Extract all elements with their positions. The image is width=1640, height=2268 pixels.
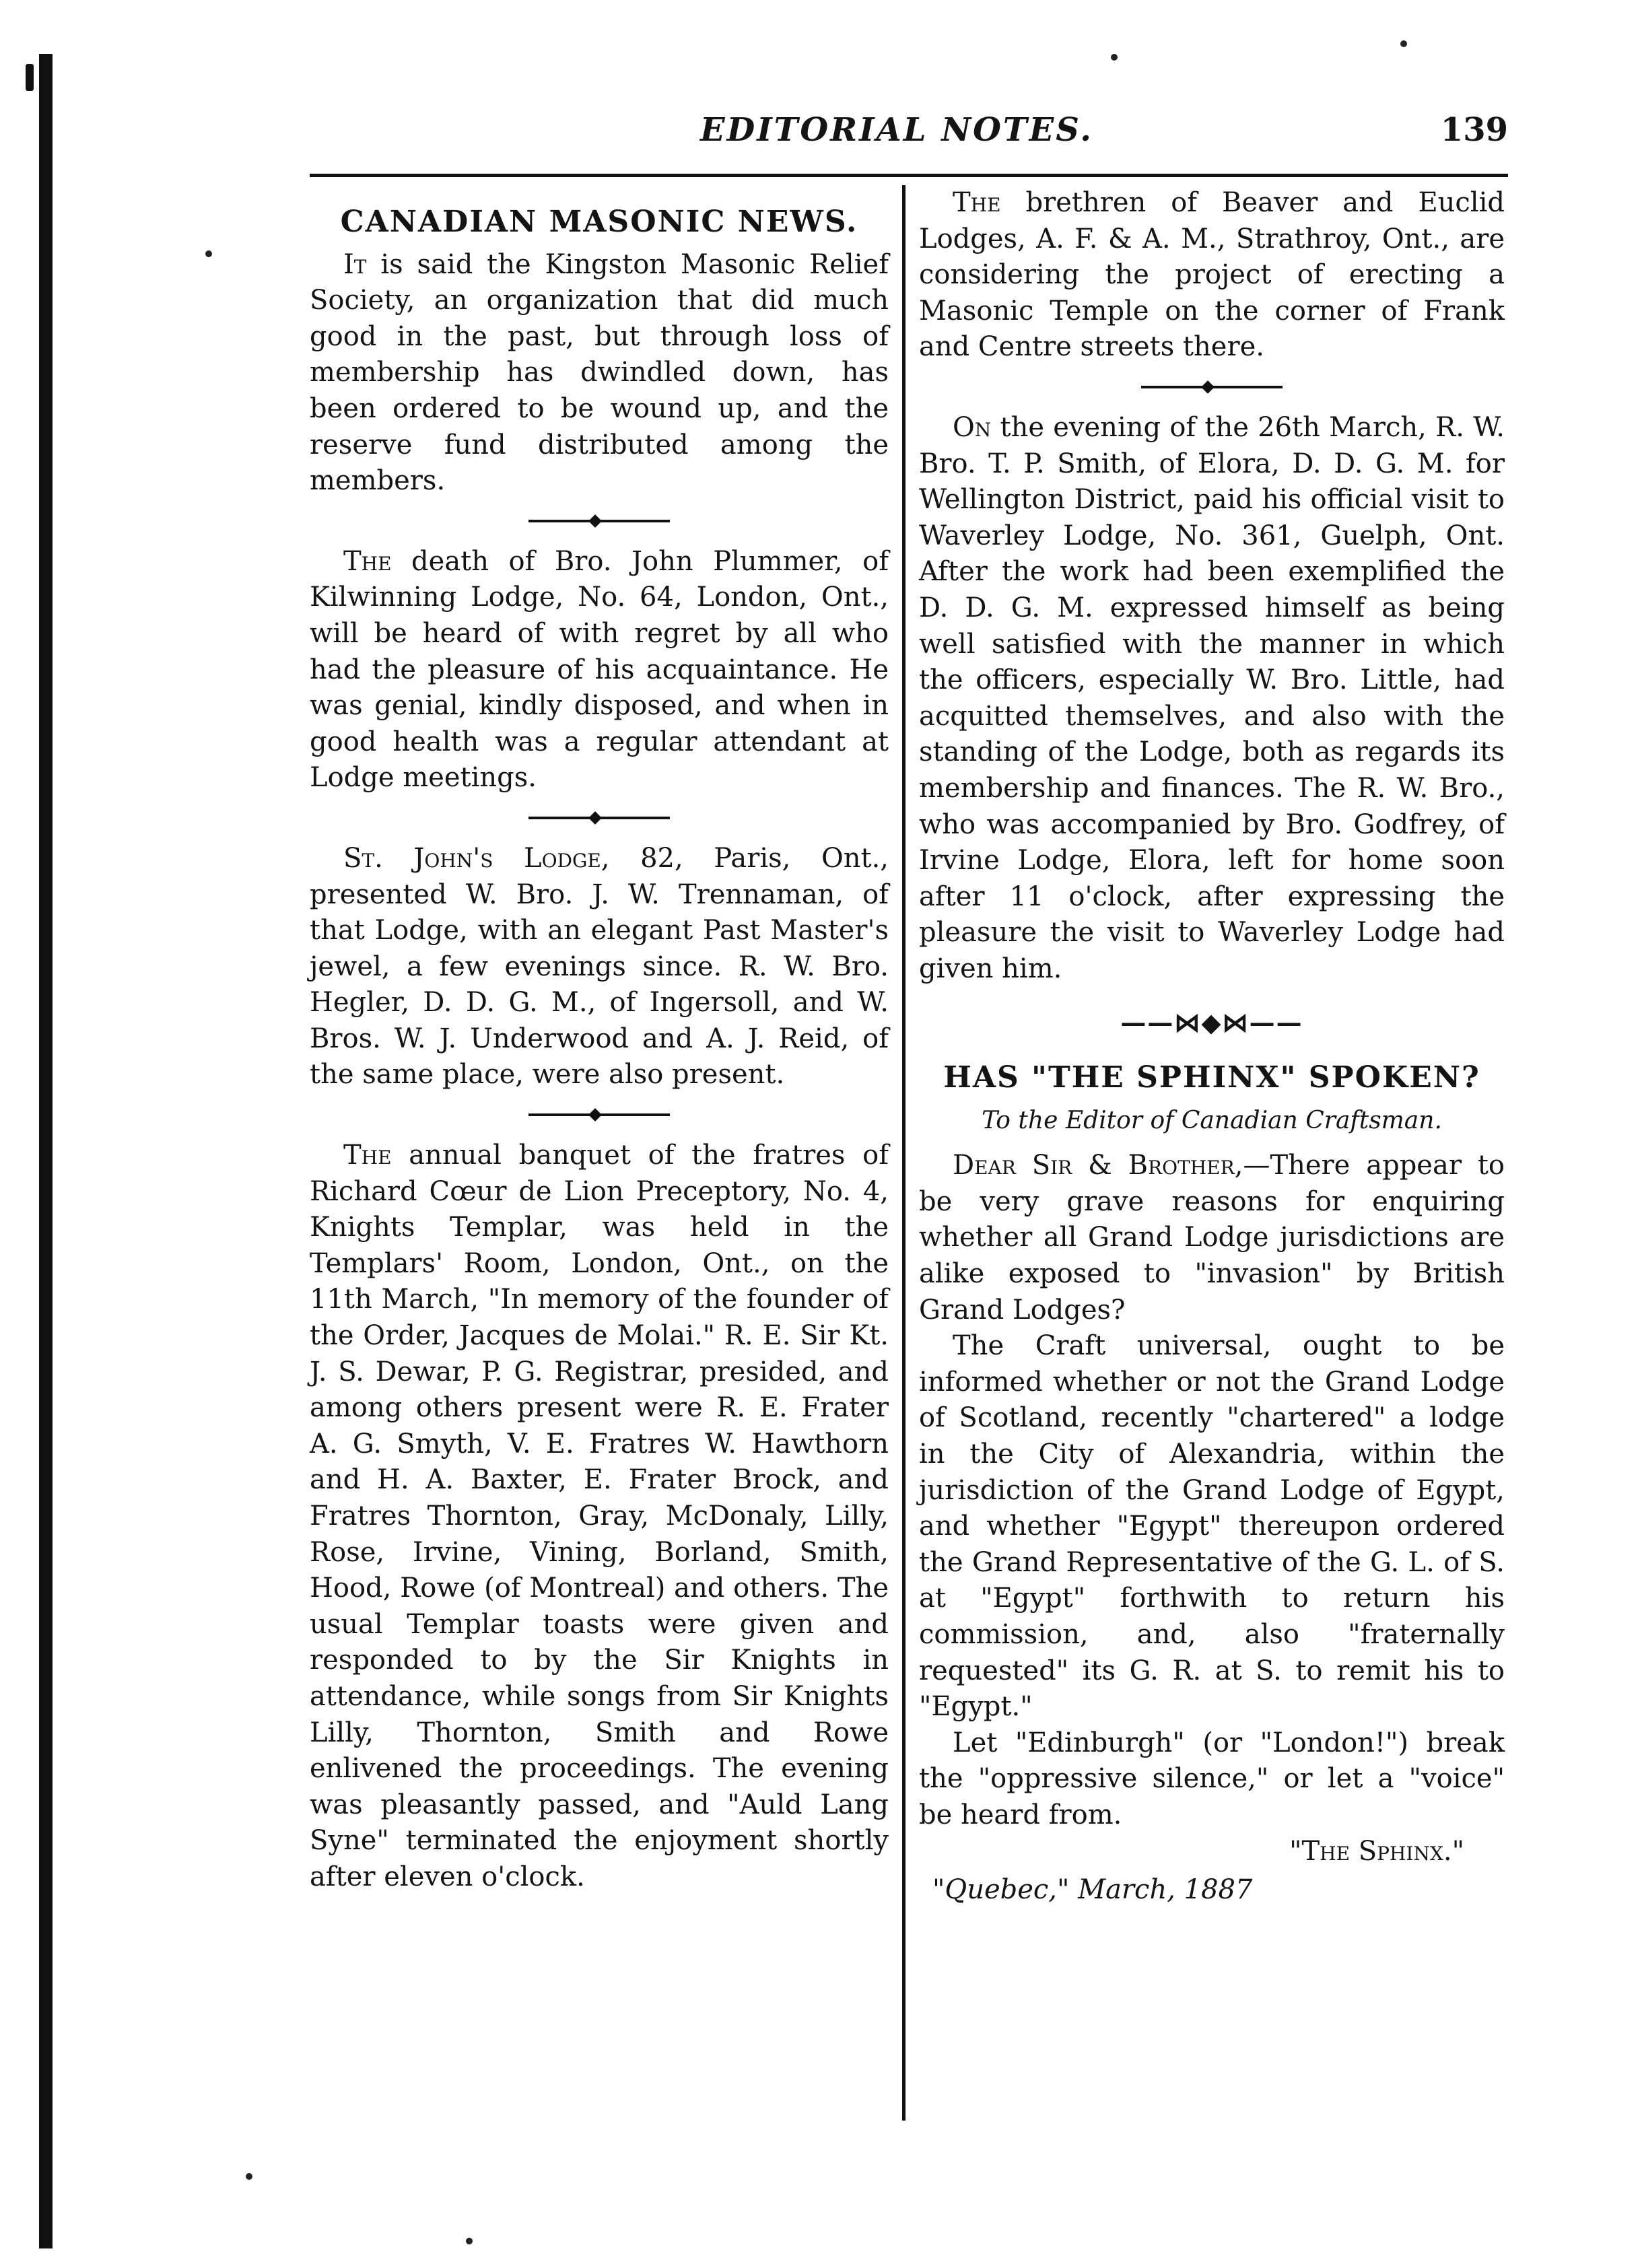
letter-signature: "The Sphinx."	[1289, 1835, 1464, 1867]
news-item-plummer-death	[310, 544, 889, 796]
section-ornament: ——⋈◆⋈——	[1120, 1007, 1303, 1038]
item-text: brethren of Beaver and Euclid Lodges, A. F. & A. M., Strathroy, Ont., are considering the project of erecting a Masonic Temple on the corner of Frank and Centre streets there.	[919, 187, 1505, 363]
scan-speck	[466, 2238, 473, 2244]
news-item-strathroy-temple	[919, 185, 1505, 366]
letter-paragraph-2: The Craft universal, ought to be informed whether or not the Grand Lodge of Scotland, recently "chartered" a lodge in the City of Alexandria, within the jurisdiction of the Grand Lodge of Egypt, and whether "Egypt" thereupon ordered the Grand Representative of the G. L. of S. at "Egypt" forthwith to return his commission, and, also "fraternally requested" its G. R. at S. to remit his to "Egypt."	[919, 1330, 1505, 1723]
scan-speck	[1400, 40, 1407, 47]
running-title: EDITORIAL NOTES.	[700, 111, 1093, 149]
letter-place-date: "Quebec," March, 1887	[932, 1874, 1253, 1906]
separator-dash	[528, 1113, 670, 1116]
lead-word: The	[953, 187, 1001, 218]
letter-text: —There appear to be very grave reasons for enquiring whether all Grand Lodge jurisdictions are alike exposed to "invasion" by British Grand Lodges?	[919, 1150, 1505, 1326]
scan-speck	[246, 2173, 252, 2180]
news-item-kingston-relief	[310, 247, 889, 500]
lead-word: St. John's Lodge,	[343, 842, 610, 874]
separator-dash	[1141, 386, 1283, 388]
item-text: the evening of the 26th March, R. W. Bro. T. P. Smith, of Elora, D. D. G. M. for Wellington District, paid his official visit to Waverley Lodge, No. 361, Guelph, Ont. After the work had been exemplified the D. D. G. M. expressed himself as being well satisfied with the manner in which the officers, especially W. Bro. Little, had acquitted themselves, and also with the standing of the Lodge, both as regards its membership and finances. The R. W. Bro., who was accompanied by Bro. Godfrey, of Irvine Lodge, Elora, left for home soon after 11 o'clock, after expressing the pleasure the visit to Waverley Lodge had given him.	[919, 411, 1505, 984]
separator-dash	[528, 817, 670, 819]
header-rule	[310, 174, 1508, 177]
lead-word: The	[343, 545, 392, 577]
separator-dash	[528, 520, 670, 522]
page-binding-mark	[26, 64, 34, 91]
letter-paragraph-1	[919, 1148, 1505, 1328]
section-heading-canadian-masonic-news: CANADIAN MASONIC NEWS.	[340, 205, 858, 239]
item-text: death of Bro. John Plummer, of Kilwinning Lodge, No. 64, London, Ont., will be heard of with regret by all who had the pleasure of his acquaintance. He was genial, kindly disposed, and when in good health was a regular attendant at Lodge meetings.	[310, 545, 889, 794]
letter-paragraph-3: Let "Edinburgh" (or "London!") break the "oppressive silence," or let a "voice" be heard from.	[919, 1727, 1505, 1830]
left-column	[310, 185, 889, 1896]
scan-speck	[1111, 54, 1118, 61]
page-binding-edge	[39, 54, 53, 2248]
news-item-annual-banquet	[310, 1138, 889, 1895]
item-text: annual banquet of the fratres of Richard Cœur de Lion Preceptory, No. 4, Knights Templar, was held in the Templars' Room, London, Ont., on the 11th March, "In memory of the founder of the Order, Jacques de Molai." R. E. Sir Kt. J. S. Dewar, P. G. Registrar, presided, and among others present were R. E. Frater A. G. Smyth, V. E. Fratres W. Hawthorn and H. A. Baxter, E. Frater Brock, and Fratres Thornton, Gray, McDonaly, Lilly, Rose, Irvine, Vining, Borland, Smith, Hood, Rowe (of Montreal) and others. The usual Templar toasts were given and responded to by the Sir Knights in attendance, while songs from Sir Knights Lilly, Thornton, Smith and Rowe enlivened the proceedings. The evening was pleasantly passed, and "Auld Lang Syne" terminated the enjoyment shortly after eleven o'clock.	[310, 1140, 889, 1892]
column-divider	[902, 185, 906, 2121]
lead-word: The	[343, 1140, 392, 1171]
letter-addressee: To the Editor of Canadian Craftsman.	[982, 1106, 1442, 1134]
scan-speck	[205, 250, 212, 257]
item-text: 82, Paris, Ont., presented W. Bro. J. W. Trennaman, of that Lodge, with an elegant Past Master's jewel, a few evenings since. R. W. Bro. Hegler, D. D. G. M., of Ingersoll, and W. Bros. W. J. Underwood and A. J. Reid, of the same place, were also present.	[310, 842, 889, 1091]
lead-word: It	[343, 248, 367, 280]
section-heading-sphinx: HAS "THE SPHINX" SPOKEN?	[943, 1060, 1480, 1095]
item-text: is said the Kingston Masonic Relief Society, an organization that did much good in the past, but through loss of membership has dwindled down, has been ordered to be wound up, and the reserve fund distributed among the members.	[310, 248, 889, 497]
salutation: Dear Sir & Brother,	[953, 1150, 1243, 1181]
right-column	[919, 185, 1505, 1909]
page-header	[310, 111, 1508, 158]
news-item-waverley-visit	[919, 410, 1505, 988]
page-number: 139	[1440, 111, 1508, 149]
news-item-st-johns-lodge	[310, 841, 889, 1093]
lead-word: On	[953, 411, 992, 443]
